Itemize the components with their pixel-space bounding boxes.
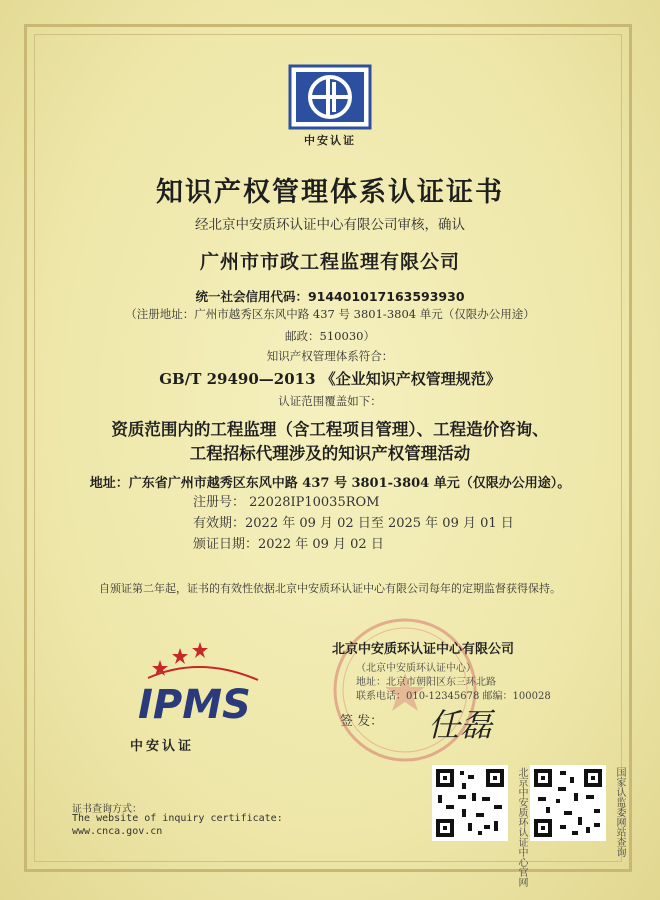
standard: GB/T 29490—2013 《企业知识产权管理规范》 [159,370,501,388]
registered-address: （注册地址：广州市越秀区东风中路 437 号 3801-3804 单元（仅限办公用途） [125,307,535,321]
inquiry-label: 证书查询方式： [72,804,142,815]
issue-date: 颁证日期：2022 年 09 月 02 日 [193,537,384,552]
ipms-logo [130,640,270,730]
inquiry-english: The website of inquiry certificate: [72,813,283,824]
ipms-caption: 中安认证 [130,739,195,754]
credit-code: 统一社会信用代码：914401017163593930 [195,289,465,304]
qr-caption-2: 国家认监委网站查询 [614,767,625,857]
conforms-label: 知识产权管理体系符合： [266,349,394,363]
validity-note: 自颁证第二年起，证书的有效性依据北京中安质环认证中心有限公司每年的定期监督获得保持。 [99,582,561,595]
operating-address: 地址：广东省广州市越秀区东风中路 437 号 3801-3804 单元（仅限办公用途）。 [89,476,571,491]
registration-number: 注册号： 22028IP10035ROM [193,495,380,510]
scope-label: 认证范围覆盖如下： [278,394,382,408]
logo-caption: 中安认证 [304,134,356,147]
inquiry-url[interactable]: www.cnca.gov.cn [72,826,163,837]
audit-statement: 经北京中安质环认证中心有限公司审核，确认 [195,217,465,233]
issuer-line-2: 地址：北京市朝阳区东三环北路 [356,677,496,688]
postcode: 邮政：510030） [285,329,375,343]
signature-label: 签 发： [340,714,384,729]
qr-code-1[interactable] [432,765,508,841]
issuer-line-1: （北京中安质环认证中心） [356,663,476,674]
validity-period: 有效期：2022 年 09 月 02 日至 2025 年 09 月 01 日 [193,516,514,531]
qr-code-2[interactable] [530,765,606,841]
svg-text:IPMS: IPMS [138,682,251,728]
issuer-name: 北京中安质环认证中心有限公司 [332,642,515,657]
signature: 任磊 [428,706,493,744]
certificate-title: 知识产权管理体系认证证书 [156,177,504,208]
company-name: 广州市市政工程监理有限公司 [199,251,460,273]
qr-caption-1: 北京中安质环认证中心官网 [516,767,527,887]
scope-line-2: 工程招标代理涉及的知识产权管理活动 [189,444,471,463]
issuer-line-3: 联系电话：010-12345678 邮编：100028 [356,691,551,702]
scope-line-1: 资质范围内的工程监理（含工程项目管理）、工程造价咨询、 [111,420,549,439]
